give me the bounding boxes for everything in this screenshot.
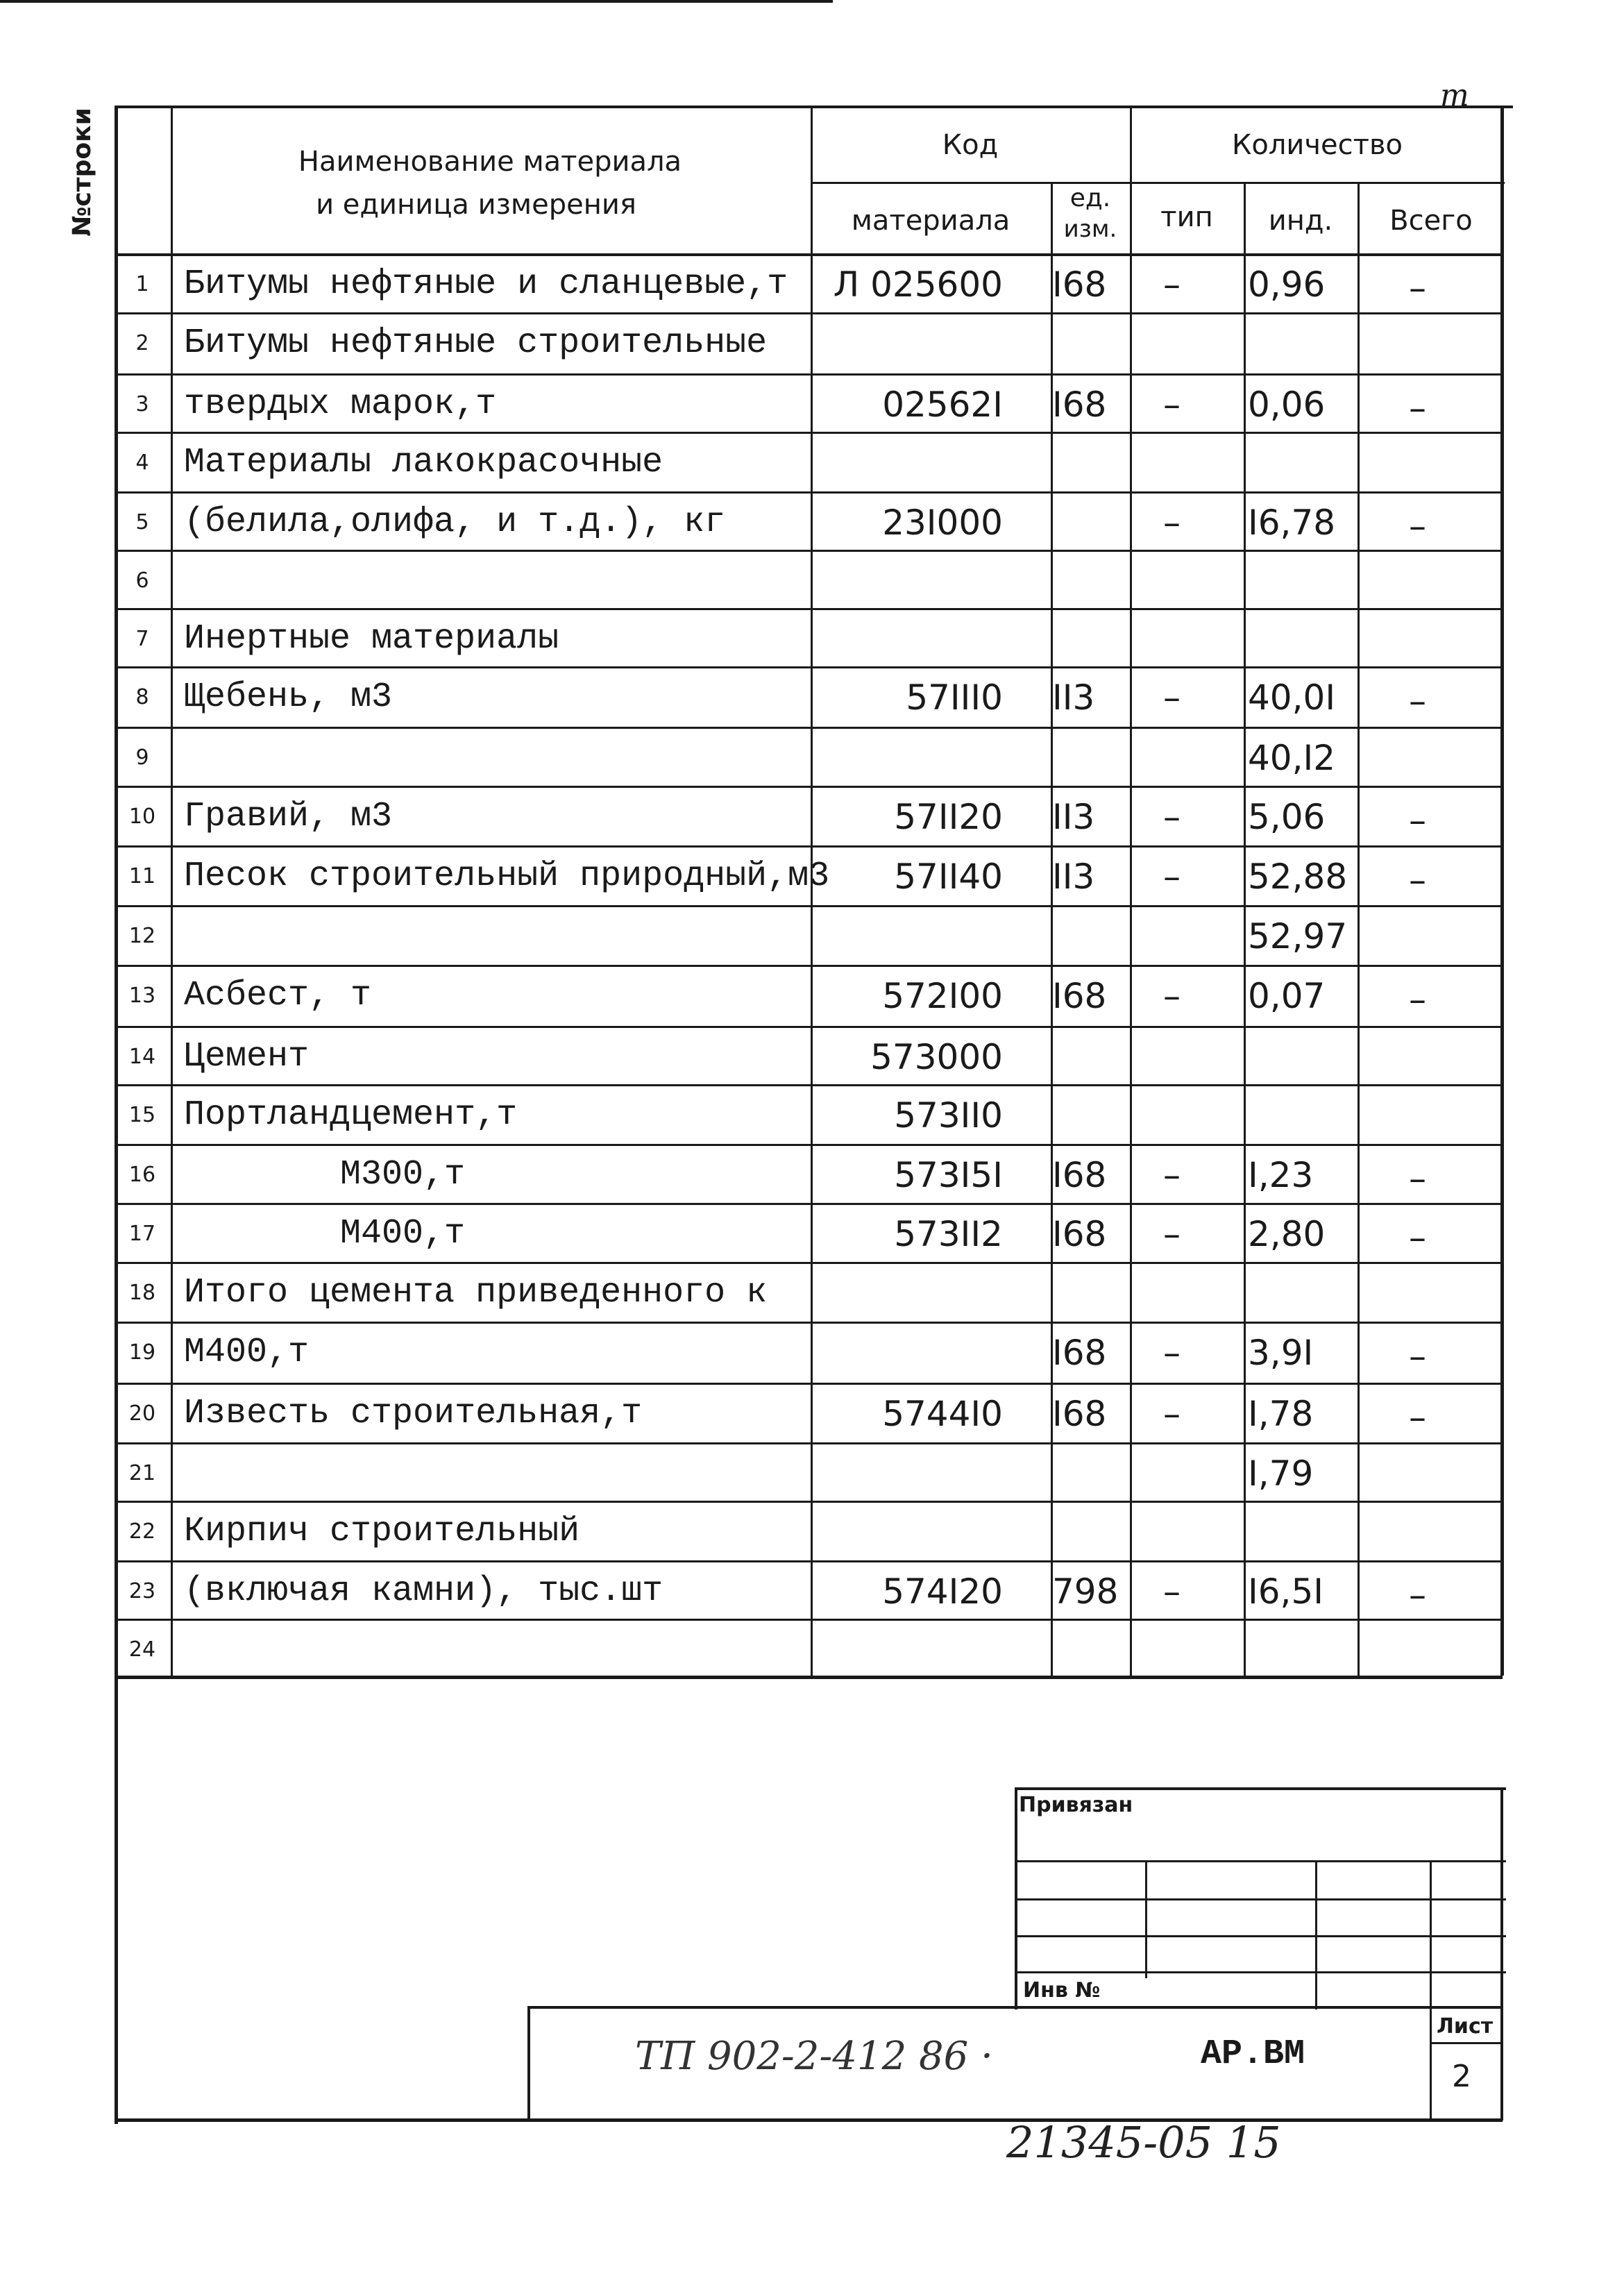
type-value: – [1163, 1214, 1181, 1254]
material-code: 573000 [870, 1037, 1003, 1077]
total-value: – [1409, 506, 1426, 546]
row-divider [115, 1262, 1503, 1264]
row-divider [115, 1322, 1503, 1324]
stamp-row [1015, 1935, 1506, 1937]
row-number: 2 [135, 331, 149, 355]
unit-code: I68 [1052, 1394, 1107, 1434]
row-number: 16 [128, 1163, 156, 1187]
row-number: 11 [128, 864, 156, 888]
document-mark: АР.ВМ [1201, 2034, 1305, 2074]
row-divider [115, 373, 1503, 376]
total-value: – [1409, 1158, 1426, 1199]
total-value: – [1409, 860, 1426, 900]
unit-code: II3 [1052, 677, 1095, 718]
material-code: 57III0 [906, 677, 1003, 718]
total-value: – [1409, 681, 1426, 721]
material-code: 5744I0 [882, 1394, 1003, 1434]
header-sub-divider [811, 182, 1505, 184]
column-divider [1357, 182, 1360, 1676]
row-number: 5 [135, 510, 149, 534]
type-value: – [1163, 503, 1181, 543]
row-number: 22 [128, 1519, 156, 1544]
individual-quantity: 52,88 [1248, 857, 1348, 897]
individual-quantity: I,78 [1248, 1394, 1314, 1434]
unit-code: I68 [1052, 1214, 1107, 1254]
individual-quantity: I6,78 [1248, 503, 1336, 543]
row-number: 7 [135, 627, 149, 651]
individual-quantity: I6,5I [1248, 1571, 1324, 1612]
individual-quantity: 2,80 [1248, 1214, 1326, 1254]
row-number: 19 [128, 1340, 156, 1365]
material-name: Песок строительный природный,м3 [184, 857, 830, 896]
total-value: – [1409, 1397, 1426, 1438]
material-name: (включая камни), тыс.шт [184, 1571, 663, 1611]
material-name: М400,т [340, 1214, 466, 1254]
individual-quantity: 40,0I [1248, 677, 1336, 718]
row-divider [115, 1026, 1503, 1028]
row-number: 9 [135, 745, 149, 770]
material-code: 572I00 [882, 976, 1003, 1016]
unit-code: I68 [1052, 264, 1107, 305]
material-name: Цемент [184, 1037, 310, 1077]
material-name: Битумы нефтяные и сланцевые,т [184, 264, 788, 304]
total-header: Всего [1389, 205, 1473, 237]
material-name: Материалы лакокрасочные [184, 443, 663, 482]
name-header-line1: Наименование материала [298, 146, 682, 178]
material-name: Кирпич строительный [184, 1512, 580, 1551]
row-divider [115, 312, 1503, 314]
row-divider [115, 845, 1503, 848]
column-divider [1130, 106, 1132, 1676]
row-number: 21 [128, 1461, 156, 1485]
stamp-main-left [527, 2006, 530, 2121]
material-code: 574I20 [882, 1571, 1003, 1612]
unit-code: II3 [1052, 797, 1095, 837]
material-name: твердых марок,т [184, 385, 497, 424]
material-name: М400,т [184, 1333, 310, 1372]
individual-quantity: 52,97 [1248, 916, 1348, 956]
document-code: ТП 902-2-412 86 · [635, 2034, 993, 2079]
row-number: 10 [128, 804, 156, 829]
right-border [1500, 106, 1504, 1676]
material-name: Инертные материалы [184, 619, 559, 659]
material-code: 23I000 [882, 503, 1003, 543]
row-divider [115, 727, 1503, 729]
row-divider [115, 666, 1503, 668]
quantity-header: Количество [1231, 129, 1403, 161]
row-divider [115, 786, 1503, 788]
row-divider [115, 965, 1503, 967]
type-value: – [1163, 857, 1181, 897]
material-code: Л 025600 [833, 264, 1003, 305]
column-divider [171, 106, 173, 1676]
material-name: Известь строительная,т [184, 1394, 643, 1433]
total-value: – [1409, 1336, 1426, 1376]
row-divider [115, 905, 1503, 907]
unit-header-2: изм. [1063, 215, 1117, 243]
unit-header-1: ед. [1069, 184, 1111, 212]
type-value: – [1163, 976, 1181, 1016]
row-number: 12 [128, 924, 156, 948]
material-code-header: материала [851, 205, 1010, 237]
unit-code: I68 [1052, 385, 1107, 425]
material-name: Гравий, м3 [184, 797, 393, 836]
row-number: 13 [128, 984, 156, 1008]
row-number: 6 [135, 568, 149, 593]
material-name: Битумы нефтяные строительные [184, 323, 768, 363]
inventory-label: Инв № [1023, 1978, 1101, 2003]
row-divider [115, 608, 1503, 610]
stamp-row [1015, 1898, 1506, 1900]
row-divider [115, 1619, 1503, 1621]
material-name: М300,т [340, 1155, 466, 1195]
row-divider [115, 1203, 1503, 1205]
total-value: – [1409, 1217, 1426, 1258]
row-number-header: №строки [68, 108, 96, 237]
row-number: 18 [128, 1281, 156, 1305]
material-name: Итого цемента приведенного к [184, 1273, 768, 1313]
total-value: – [1409, 388, 1426, 428]
row-number: 3 [135, 392, 149, 416]
row-divider [115, 1144, 1503, 1146]
unit-code: I68 [1052, 1155, 1107, 1195]
type-value: – [1163, 797, 1181, 837]
stamp-row [1015, 1860, 1506, 1862]
stamp-row [1015, 1971, 1506, 1973]
type-value: – [1163, 264, 1181, 305]
row-number: 4 [135, 450, 149, 475]
material-name: Асбест, т [184, 976, 372, 1015]
type-value: – [1163, 1333, 1181, 1373]
stamp-top [1015, 1787, 1506, 1790]
individual-quantity: I,79 [1248, 1453, 1314, 1494]
type-value: – [1163, 1155, 1181, 1195]
material-code: 573II0 [894, 1095, 1003, 1136]
row-divider [115, 491, 1503, 494]
stamp-col [1430, 1860, 1432, 2013]
row-divider [115, 432, 1503, 434]
type-value: – [1163, 385, 1181, 425]
stamp-sheet-row [1430, 2042, 1503, 2044]
type-value: – [1163, 677, 1181, 718]
row-number: 1 [135, 272, 149, 296]
total-value: – [1409, 800, 1426, 841]
individual-quantity: 3,9I [1248, 1333, 1314, 1373]
individual-quantity: 0,06 [1248, 385, 1326, 425]
total-value: – [1409, 979, 1426, 1020]
row-number: 20 [128, 1401, 156, 1426]
code-header: Код [942, 129, 999, 161]
stamp-main-top [527, 2006, 1503, 2009]
corner-mark: т [1440, 78, 1469, 113]
material-name: Портландцемент,т [184, 1095, 518, 1135]
row-number: 17 [128, 1222, 156, 1246]
header-bottom-border [115, 253, 1503, 256]
material-code: 57II20 [894, 797, 1003, 837]
name-header-line2: и единица измерения [316, 189, 636, 221]
material-code: 57II40 [894, 857, 1003, 897]
unit-code: II3 [1052, 857, 1095, 897]
row-divider [115, 1560, 1503, 1562]
stamp-col [1315, 1860, 1317, 2009]
row-divider [115, 1383, 1503, 1385]
row-divider [115, 1084, 1503, 1086]
table-bottom-border [115, 1676, 1503, 1679]
row-number: 23 [128, 1579, 156, 1603]
row-number: 24 [128, 1637, 156, 1662]
row-divider [115, 1442, 1503, 1444]
row-number: 15 [128, 1103, 156, 1127]
stamp-col [1145, 1860, 1147, 1978]
total-value: – [1409, 268, 1426, 308]
row-divider [115, 550, 1503, 552]
row-divider [115, 1501, 1503, 1503]
row-number: 8 [135, 685, 149, 709]
material-name: Щебень, м3 [184, 677, 393, 717]
individual-quantity: 5,06 [1248, 797, 1326, 837]
stamp-sheet-divider [1430, 2006, 1432, 2121]
stamp-right [1500, 1787, 1503, 2121]
unit-code: I68 [1052, 976, 1107, 1016]
type-header: тип [1160, 201, 1213, 233]
individual-quantity: 40,I2 [1248, 738, 1336, 778]
individual-quantity: 0,96 [1248, 264, 1326, 305]
unit-code: 798 [1052, 1571, 1119, 1612]
material-name: (белила,олифа, и т.д.), кг [184, 503, 726, 542]
bottom-border [115, 2118, 1503, 2122]
handwritten-inventory-number: 21345-05 15 [1006, 2117, 1281, 2168]
sheet-number: 2 [1452, 2059, 1471, 2094]
unit-code: I68 [1052, 1333, 1107, 1373]
material-code: 573I5I [894, 1155, 1003, 1195]
bound-label: Привязан [1019, 1793, 1133, 1817]
material-code: 02562I [882, 385, 1003, 425]
row-number: 14 [128, 1045, 156, 1069]
individual-quantity: I,23 [1248, 1155, 1314, 1195]
column-divider [1244, 182, 1246, 1676]
total-value: – [1409, 1575, 1426, 1615]
material-code: 573II2 [894, 1214, 1003, 1254]
type-value: – [1163, 1394, 1181, 1434]
type-value: – [1163, 1571, 1181, 1612]
table-top-border [115, 106, 1513, 108]
ind-header: инд. [1268, 205, 1333, 237]
individual-quantity: 0,07 [1248, 976, 1326, 1016]
sheet-label: Лист [1437, 2014, 1494, 2039]
